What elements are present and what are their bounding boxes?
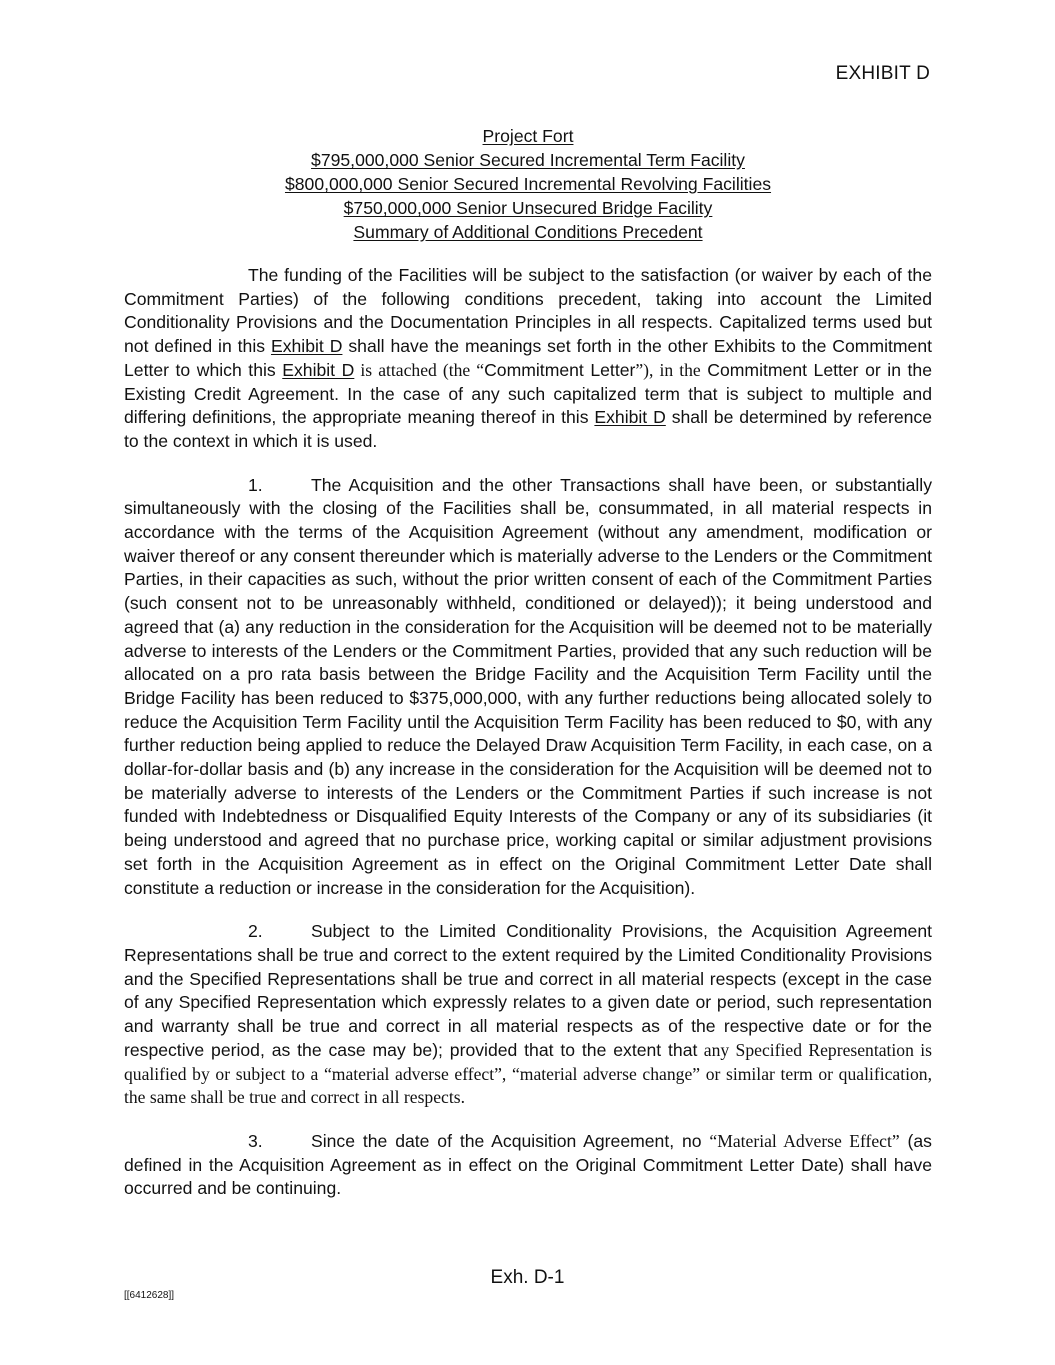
condition-text: The Acquisition and the other Transactions shall have been, or substantially simultaneously with the closing of the Facilities shall be, consummated, in all material respects in accordance with the terms of the Acquisition Agreement (without any amendment, modification or waiver thereof or any consent thereunder which is materially adverse to the Lenders or the Commitment Parties, in their capacities as such, without the prior written consent of each of the Commitment Parties (such consent not to be unreasonably withheld, conditioned or delayed)); it being understood and agreed that (a) any reduction in the consideration for the Acquisition will be deemed not to be materially adverse to interests of the Lenders or the Commitment Parties, provided that any such reduction will be allocated on a pro rata basis between the Bridge Facility and the Acquisition Term Facility until the Bridge Facility has been reduced to $375,000,000, with any further reductions being allocated solely to reduce the Acquisition Term Facility until the Acquisition Term Facility has been reduced to $0, with any further reduction being applied to reduce the Delayed Draw Acquisition Term Facility, in each case, on a dollar-for-dollar basis and (b) any increase in the consideration for the Acquisition will be deemed not to be materially adverse to interests of the Lenders or the Commitment Parties if such increase is not funded with Indebtedness or Disqualified Equity Interests of the Company or any of its subsidiaries (it being understood and agreed that no purchase price, working capital or similar adjustment provisions set forth in the Acquisition Agreement as in effect on the Original Commitment Letter Date shall constitute a reduction or increase in the consideration for the Acquisition). — [124, 474, 932, 898]
intro-text-1: The funding of the Facilities will be subject to the satisfaction (or waiver by each of the Commitment Parties) of the following conditions precedent, taking into account the Limited Conditionality Provisions and the Documentation Principles in all respects. Capitalized terms used but not defined in this — [124, 265, 932, 357]
condition-text-end: (as defined in the Acquisition Agreement as in effect on the Original Commitment Letter Date) shall have occurred and be continuing. — [124, 1130, 932, 1199]
condition-text: Subject to the Limited Conditionality Provisions, the Acquisition Agreement Representations shall be true and correct to the extent required by the Limited Conditionality Provisions and the Specified Representations shall be true and correct in all material respects (except in the case of any Specified Representation which expressly relates to a given date or period, such representation and warranty shall be true and correct in all material respects as of the respective date or for the respective period, as the case may be); provided that to the extent that — [124, 921, 932, 1060]
document-body — [124, 264, 932, 1221]
condition-number: 2. — [248, 921, 263, 942]
intro-text-3: is attached (the “ — [354, 359, 485, 380]
condition-text: Since the date of the Acquisition Agreement, no — [311, 1130, 710, 1151]
title-block — [124, 124, 932, 244]
intro-text-6: Commitment Letter or in the Existing Credit Agreement. In the case of any such capitalized term that is subject to multiple and differing definitions, the appropriate meaning thereof in this — [124, 359, 933, 428]
condition-text-serif: any Specified Representation is qualified by or subject to a “material adverse effect”, “material adverse change” or similar term or qualification, the same shall be true and correct in all respects. — [124, 1039, 933, 1108]
intro-text-2: shall have the meanings set forth in the other Exhibits to the Commitment Letter to which this — [124, 336, 932, 380]
condition-number: 3. — [248, 1130, 263, 1151]
title-project: Project Fort — [482, 126, 574, 146]
title-summary: Summary of Additional Conditions Precedent — [353, 222, 703, 242]
intro-text-5: ”), in the — [635, 359, 701, 380]
intro-text-7: shall be determined by reference to the context in which it is used. — [124, 407, 932, 451]
title-revolving-facilities: $800,000,000 Senior Secured Incremental Revolving Facilities — [284, 174, 772, 194]
exhibit-reference-2: Exhibit D — [282, 359, 355, 380]
intro-paragraph — [124, 264, 932, 454]
condition-3 — [124, 1130, 932, 1201]
title-bridge-facility: $750,000,000 Senior Unsecured Bridge Facility — [343, 198, 713, 218]
condition-number: 1. — [248, 474, 263, 495]
condition-1 — [124, 474, 932, 901]
defined-term-commitment-letter: Commitment Letter — [484, 359, 636, 380]
exhibit-label: EXHIBIT D — [835, 63, 930, 84]
title-term-facility: $795,000,000 Senior Secured Incremental Term Facility — [311, 150, 745, 170]
defined-term-material-adverse-effect: “Material Adverse Effect” — [709, 1130, 900, 1151]
exhibit-reference-1: Exhibit D — [270, 336, 343, 357]
document-id: [[6412628]] — [124, 1290, 175, 1301]
condition-2 — [124, 920, 932, 1110]
exhibit-reference-3: Exhibit D — [594, 407, 666, 428]
page-number: Exh. D-1 — [490, 1267, 565, 1288]
